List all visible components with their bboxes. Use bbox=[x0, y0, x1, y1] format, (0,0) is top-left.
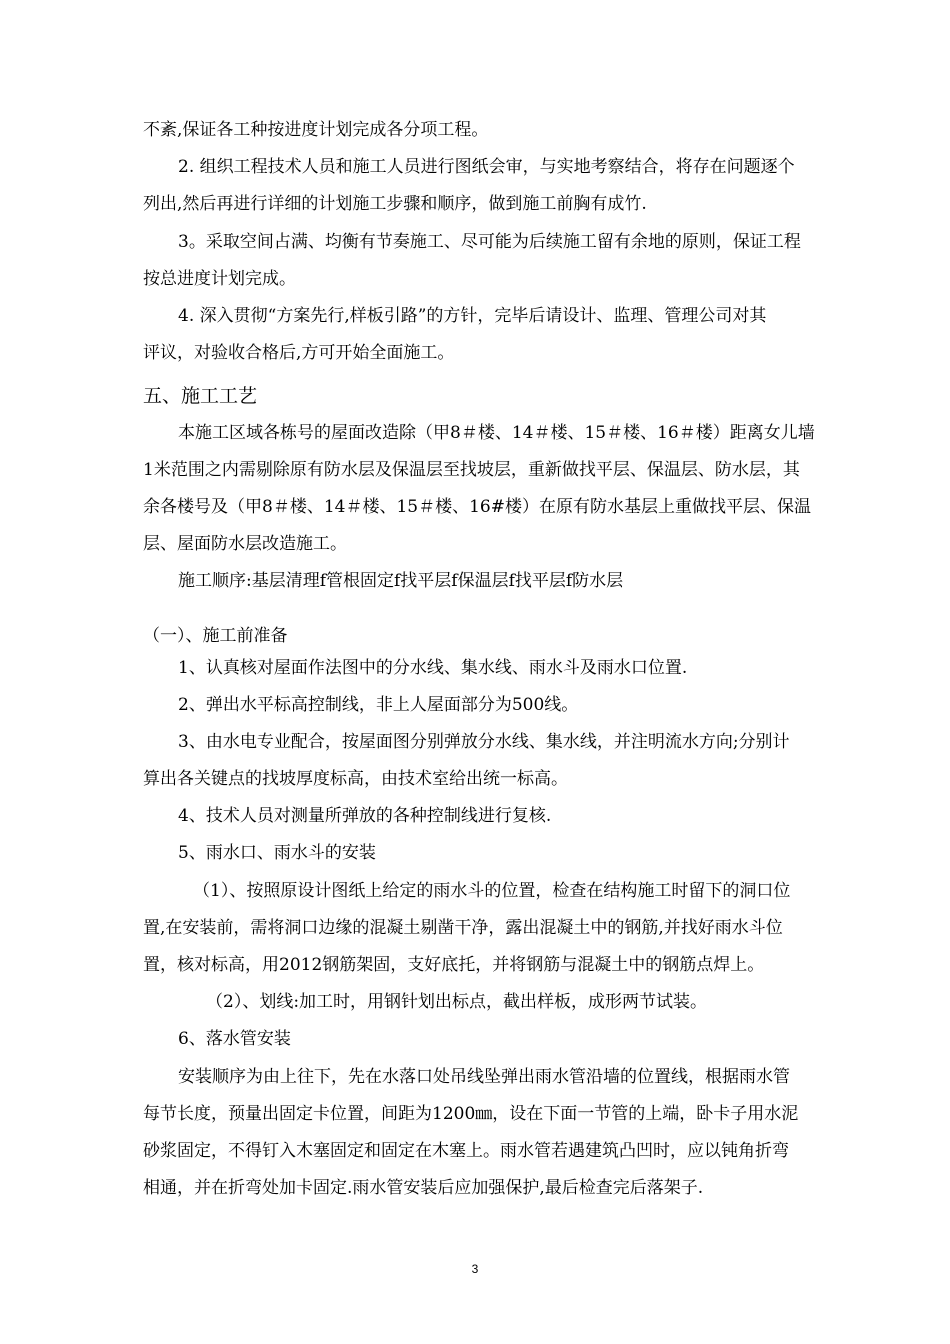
text-line: 每节长度，预量出固定卡位置，间距为1200㎜，设在下面一节管的上端，卧卡子用水泥 bbox=[143, 1104, 799, 1124]
text-line: 5、雨水口、雨水斗的安装 bbox=[178, 843, 376, 863]
text-line: 3。采取空间占满、均衡有节奏施工、尽可能为后续施工留有余地的原则，保证工程 bbox=[178, 232, 801, 252]
text-line: 1、认真核对屋面作法图中的分水线、集水线、雨水斗及雨水口位置. bbox=[178, 658, 688, 678]
text-line: 置，核对标高，用2012钢筋架固，支好底托，并将钢筋与混凝土中的钢筋点焊上。 bbox=[143, 955, 765, 975]
text-line: 2、弹出水平标高控制线，非上人屋面部分为500线。 bbox=[178, 695, 579, 715]
text-line: 安装顺序为由上往下，先在水落口处吊线坠弹出雨水管沿墙的位置线，根据雨水管 bbox=[178, 1067, 790, 1087]
text-line: 不紊,保证各工种按进度计划完成各分项工程。 bbox=[143, 120, 489, 140]
text-line: （2）、划线:加工时，用钢针划出标点，截出样板，成形两节试装。 bbox=[206, 992, 708, 1012]
text-line: 3、由水电专业配合，按屋面图分别弹放分水线、集水线，并注明流水方向;分别计 bbox=[178, 732, 790, 752]
subsection-heading: （一）、施工前准备 bbox=[143, 626, 288, 646]
page-number: 3 bbox=[471, 1262, 479, 1276]
text-line: 层、屋面防水层改造施工。 bbox=[143, 534, 347, 554]
text-line: 置,在安装前，需将洞口边缘的混凝土剔凿干净，露出混凝土中的钢筋,并找好雨水斗位 bbox=[143, 918, 783, 938]
text-line: 评议，对验收合格后,方可开始全面施工。 bbox=[143, 343, 455, 363]
text-line: 6、落水管安装 bbox=[178, 1029, 291, 1049]
section-heading: 五、施工工艺 bbox=[143, 385, 258, 407]
text-line: 1米范围之内需剔除原有防水层及保温层至找坡层，重新做找平层、保温层、防水层，其 bbox=[143, 460, 800, 480]
text-line: 砂浆固定，不得钉入木塞固定和固定在木塞上。雨水管若遇建筑凸凹时，应以钝角折弯 bbox=[143, 1141, 789, 1161]
text-line: 按总进度计划完成。 bbox=[143, 269, 296, 289]
text-line: 4. 深入贯彻“方案先行,样板引路”的方针，完毕后请设计、监理、管理公司对其 bbox=[178, 306, 767, 326]
text-line: 余各楼号及（甲8＃楼、14＃楼、15＃楼、16#楼）在原有防水基层上重做找平层、保温 bbox=[143, 497, 811, 517]
text-line: 相通，并在折弯处加卡固定.雨水管安装后应加强保护,最后检查完后落架子. bbox=[143, 1178, 704, 1198]
construction-sequence: 施工顺序:基层清理f管根固定f找平层f保温层f找平层f防水层 bbox=[178, 571, 624, 591]
text-line: 列出,然后再进行详细的计划施工步骤和顺序，做到施工前胸有成竹. bbox=[143, 194, 647, 214]
text-line: （1）、按照原设计图纸上给定的雨水斗的位置，检查在结构施工时留下的洞口位 bbox=[193, 881, 791, 901]
text-line: 4、技术人员对测量所弹放的各种控制线进行复核. bbox=[178, 806, 552, 826]
text-line: 本施工区域各栋号的屋面改造除（甲8＃楼、14＃楼、15＃楼、16＃楼）距离女儿墙 bbox=[178, 423, 815, 443]
text-line: 2. 组织工程技术人员和施工人员进行图纸会审，与实地考察结合，将存在问题逐个 bbox=[178, 157, 795, 177]
text-line: 算出各关键点的找坡厚度标高，由技术室给出统一标高。 bbox=[143, 769, 568, 789]
